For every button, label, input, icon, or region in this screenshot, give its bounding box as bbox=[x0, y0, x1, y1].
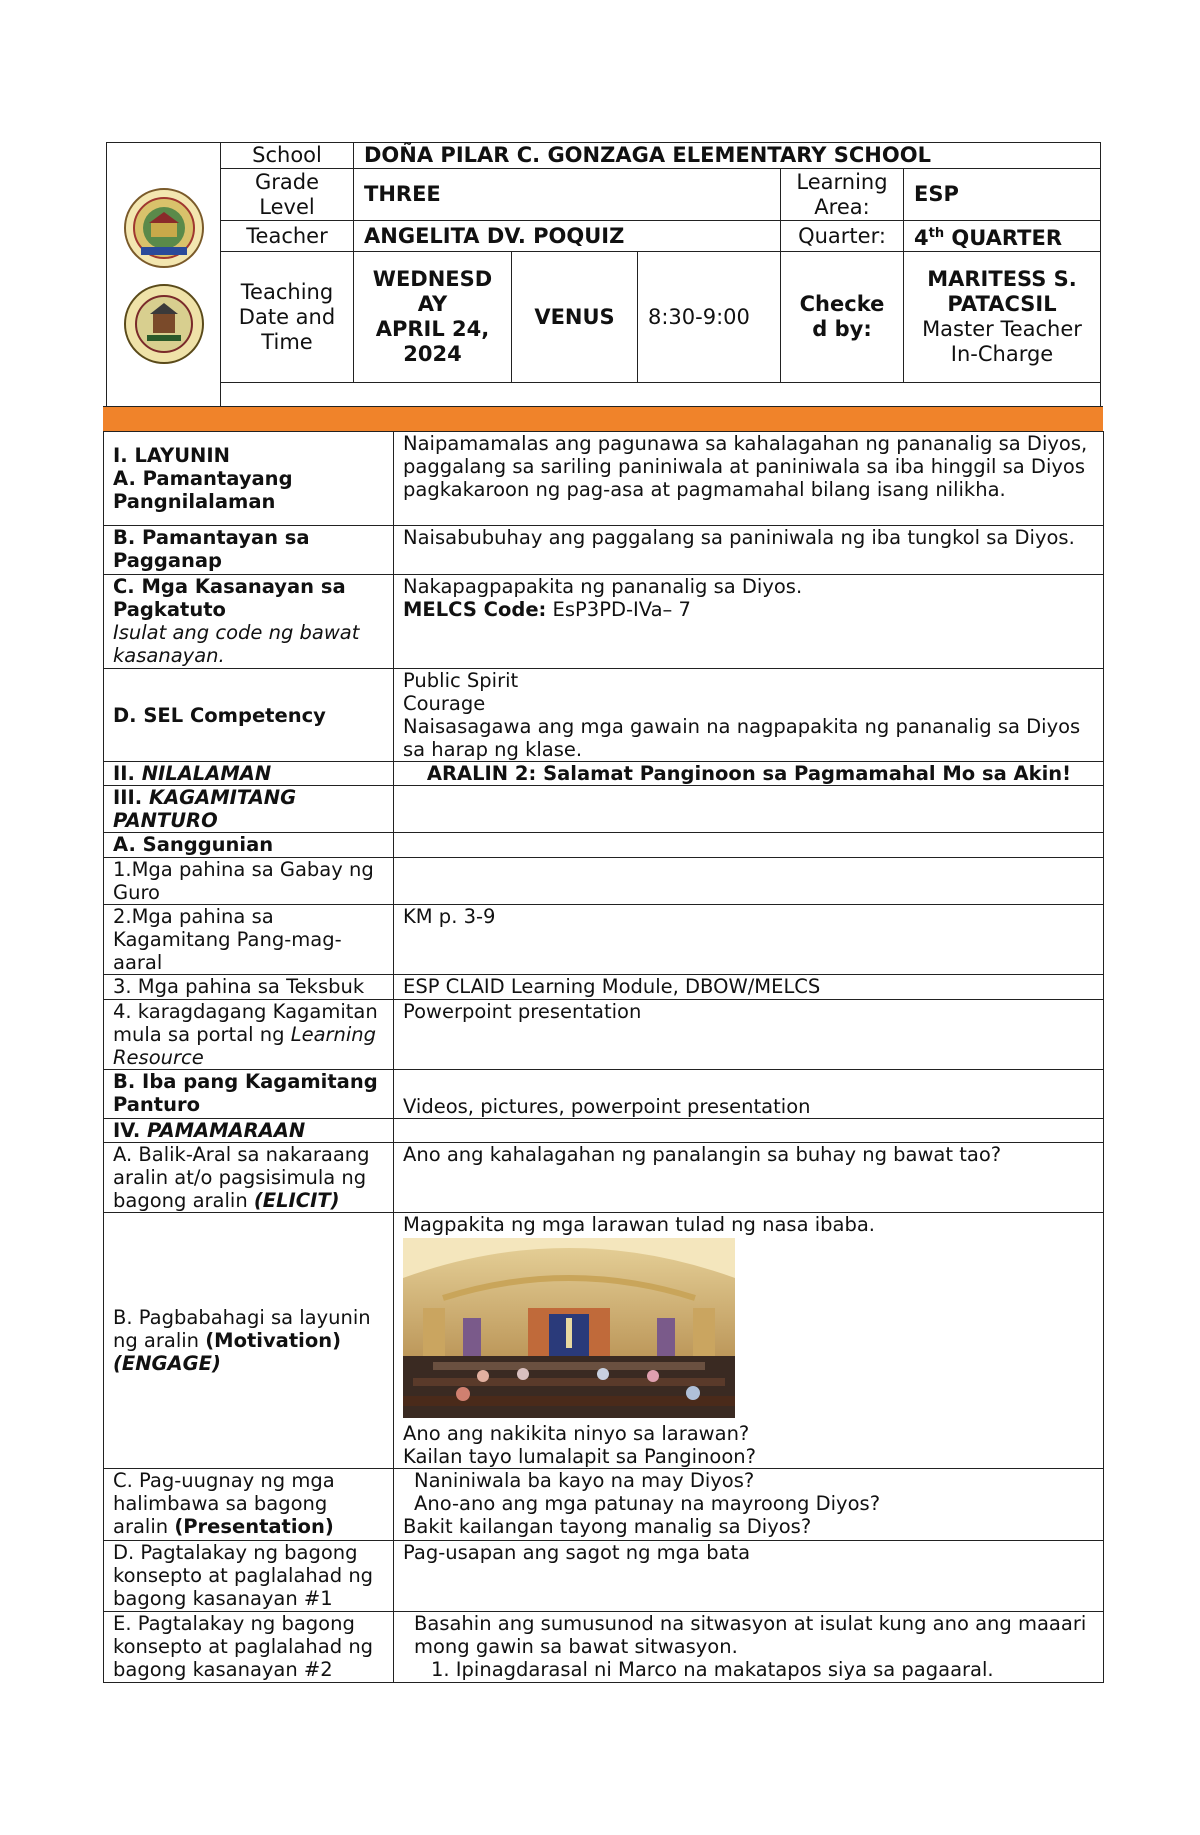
row-value: Ano ang kahalagahan ng panalangin sa buhay ng bawat tao? bbox=[394, 1143, 1104, 1213]
section-value: VENUS bbox=[512, 252, 638, 383]
row-value bbox=[394, 833, 1104, 858]
value-line: Kailan tayo lumalapit sa Panginoon? bbox=[403, 1445, 756, 1468]
quarter-word: QUARTER bbox=[944, 226, 1062, 250]
layunin-heading: I. LAYUNIN bbox=[113, 444, 230, 467]
checker-cell bbox=[904, 252, 1101, 383]
area-label: Learning Area: bbox=[781, 169, 904, 221]
row-label bbox=[104, 1143, 394, 1213]
label-line: C. Mga Kasanayan sa Pagkatuto bbox=[113, 575, 346, 621]
date-line-1: WEDNESD bbox=[372, 267, 493, 291]
time-value: 8:30-9:00 bbox=[638, 252, 781, 383]
table-row bbox=[104, 1469, 1104, 1541]
logos-cell bbox=[107, 143, 221, 410]
label-bold-italic: (ENGAGE) bbox=[113, 1352, 221, 1375]
label-italic: Learning Resource bbox=[113, 1023, 377, 1069]
table-row bbox=[104, 975, 1104, 1000]
table-row bbox=[104, 1119, 1104, 1143]
table-row bbox=[104, 762, 1104, 786]
church-interior-photo bbox=[403, 1238, 735, 1418]
row-label: B. Iba pang Kagamitang Panturo bbox=[104, 1070, 394, 1119]
quarter-sup: th bbox=[928, 226, 945, 241]
row-value: Naipamamalas ang pagunawa sa kahalagahan ng pananalig sa Diyos, paggalang sa sariling paniniwala at paniniwala sa iba hinggil sa Diyos pagkakaroon ng pag-asa at pagmamahal bilang isang nilikha. bbox=[394, 432, 1104, 526]
value-line: Ano-ano ang mga patunay na mayroong Diyos? bbox=[414, 1492, 881, 1515]
row-label: 3. Mga pahina sa Teksbuk bbox=[104, 975, 394, 1000]
row-label: 1.Mga pahina sa Gabay ng Guro bbox=[104, 858, 394, 905]
row-value bbox=[394, 1612, 1104, 1683]
row-value: KM p. 3-9 bbox=[394, 905, 1104, 975]
value-line: Courage bbox=[403, 692, 486, 715]
value-line: Magpakita ng mga larawan tulad ng nasa ibaba. bbox=[403, 1213, 875, 1236]
row-label: E. Pagtalakay ng bagong konsepto at paglalahad ng bagong kasanayan #2 bbox=[104, 1612, 394, 1683]
row-label bbox=[104, 1119, 394, 1143]
label-prefix: II. bbox=[113, 762, 142, 785]
grade-value: THREE bbox=[354, 169, 781, 221]
label-text: B. Pagbabahagi sa layunin ng aralin bbox=[113, 1306, 371, 1352]
value-line: Naisasagawa ang mga gawain na nagpapakita ng pananalig sa Diyos sa harap ng klase. bbox=[403, 715, 1081, 761]
value-line: Basahin ang sumusunod na sitwasyon at isulat kung ano ang maaari mong gawin sa bawat sitwasyon. bbox=[414, 1612, 1087, 1658]
table-row bbox=[104, 432, 1104, 526]
table-row bbox=[104, 1000, 1104, 1070]
date-value bbox=[354, 252, 512, 383]
value-line: Ano ang nakikita ninyo sa larawan? bbox=[403, 1422, 750, 1445]
label-italic: KAGAMITANG PANTURO bbox=[113, 786, 297, 832]
label-line: A. Pamantayang bbox=[113, 467, 293, 490]
checker-title-1: Master Teacher bbox=[922, 317, 1082, 341]
row-value bbox=[394, 858, 1104, 905]
row-label bbox=[104, 786, 394, 833]
checker-title-2: In-Charge bbox=[950, 342, 1054, 366]
table-row bbox=[104, 526, 1104, 575]
row-label: 2.Mga pahina sa Kagamitang Pang-mag-aaral bbox=[104, 905, 394, 975]
checker-name-1: MARITESS S. bbox=[927, 267, 1077, 291]
table-row bbox=[104, 1213, 1104, 1469]
label-text: 4. karagdagang Kagamitan mula sa portal ng bbox=[113, 1000, 378, 1046]
label-bold: (Motivation) bbox=[205, 1329, 342, 1352]
division-seal-logo bbox=[123, 283, 205, 365]
orange-band bbox=[103, 406, 1103, 432]
value-line: Naniniwala ba kayo na may Diyos? bbox=[414, 1469, 755, 1492]
table-row bbox=[104, 1541, 1104, 1612]
area-value: ESP bbox=[904, 169, 1101, 221]
quarter-num: 4 bbox=[914, 226, 929, 250]
row-label: B. Pamantayan sa Pagganap bbox=[104, 526, 394, 575]
label-italic: PAMAMARAAN bbox=[147, 1119, 306, 1142]
quarter-label: Quarter: bbox=[781, 221, 904, 252]
checked-line-2: d by: bbox=[812, 317, 872, 341]
label-italic: NILALAMAN bbox=[141, 762, 272, 785]
row-label bbox=[104, 432, 394, 526]
row-label: D. Pagtalakay ng bagong konsepto at paglalahad ng bagong kasanayan #1 bbox=[104, 1541, 394, 1612]
value-line: 1. Ipinagdarasal ni Marco na makatapos siya sa pagaaral. bbox=[431, 1658, 994, 1681]
row-value bbox=[394, 1213, 1104, 1469]
school-seal-logo bbox=[123, 187, 205, 269]
teacher-value: ANGELITA DV. POQUIZ bbox=[354, 221, 781, 252]
melcs-label: MELCS Code: bbox=[403, 598, 547, 621]
row-value: Videos, pictures, powerpoint presentation bbox=[394, 1070, 1104, 1119]
table-row bbox=[104, 575, 1104, 669]
checked-line-1: Checke bbox=[799, 292, 885, 316]
main-table bbox=[103, 431, 1104, 1683]
row-value: Pag-usapan ang sagot ng mga bata bbox=[394, 1541, 1104, 1612]
date-line-3: APRIL 24, bbox=[375, 317, 490, 341]
label-note: Isulat ang code ng bawat kasanayan. bbox=[113, 621, 360, 667]
row-value bbox=[394, 1119, 1104, 1143]
value-line: Bakit kailangan tayong manalig sa Diyos? bbox=[403, 1515, 812, 1538]
row-label bbox=[104, 762, 394, 786]
row-value bbox=[394, 786, 1104, 833]
row-value: Powerpoint presentation bbox=[394, 1000, 1104, 1070]
row-label: A. Sanggunian bbox=[104, 833, 394, 858]
teacher-label: Teacher bbox=[221, 221, 354, 252]
school-value: DOÑA PILAR C. GONZAGA ELEMENTARY SCHOOL bbox=[354, 143, 1101, 169]
table-row bbox=[104, 1070, 1104, 1119]
date-label: Teaching Date and Time bbox=[221, 252, 354, 383]
row-label bbox=[104, 575, 394, 669]
row-value: Naisabubuhay ang paggalang sa paniniwala ng iba tungkol sa Diyos. bbox=[394, 526, 1104, 575]
table-row bbox=[104, 786, 1104, 833]
label-text: C. Pag-uugnay ng mga halimbawa sa bagong aralin bbox=[113, 1469, 335, 1538]
row-value bbox=[394, 575, 1104, 669]
grade-label: Grade Level bbox=[221, 169, 354, 221]
quarter-value bbox=[904, 221, 1101, 252]
lesson-title: ARALIN 2: Salamat Panginoon sa Pagmamahal Mo sa Akin! bbox=[394, 762, 1104, 786]
school-label: School bbox=[221, 143, 354, 169]
label-prefix: III. bbox=[113, 786, 149, 809]
row-label bbox=[104, 1000, 394, 1070]
table-row bbox=[104, 858, 1104, 905]
date-line-4: 2024 bbox=[403, 342, 462, 366]
label-bold-italic: (ELICIT) bbox=[253, 1189, 340, 1212]
value-line: Public Spirit bbox=[403, 669, 519, 692]
melcs-code: EsP3PD-IVa– 7 bbox=[546, 598, 691, 621]
checked-label bbox=[781, 252, 904, 383]
label-text: A. Balik-Aral sa nakaraang aralin at/o pagsisimula ng bagong aralin bbox=[113, 1143, 370, 1212]
row-label: D. SEL Competency bbox=[104, 669, 394, 762]
row-value: ESP CLAID Learning Module, DBOW/MELCS bbox=[394, 975, 1104, 1000]
checker-name-2: PATACSIL bbox=[947, 292, 1057, 316]
table-row bbox=[104, 1143, 1104, 1213]
header-table bbox=[106, 142, 1101, 410]
value-line: Nakapagpapakita ng pananalig sa Diyos. bbox=[403, 575, 803, 598]
table-row bbox=[104, 669, 1104, 762]
table-row bbox=[104, 833, 1104, 858]
table-row bbox=[104, 1612, 1104, 1683]
label-bold: (Presentation) bbox=[174, 1515, 334, 1538]
date-line-2: AY bbox=[417, 292, 448, 316]
label-line: Pangnilalaman bbox=[113, 490, 276, 513]
row-value bbox=[394, 1469, 1104, 1541]
row-label bbox=[104, 1213, 394, 1469]
label-prefix: IV. bbox=[113, 1119, 148, 1142]
row-value bbox=[394, 669, 1104, 762]
table-row bbox=[104, 905, 1104, 975]
row-label bbox=[104, 1469, 394, 1541]
